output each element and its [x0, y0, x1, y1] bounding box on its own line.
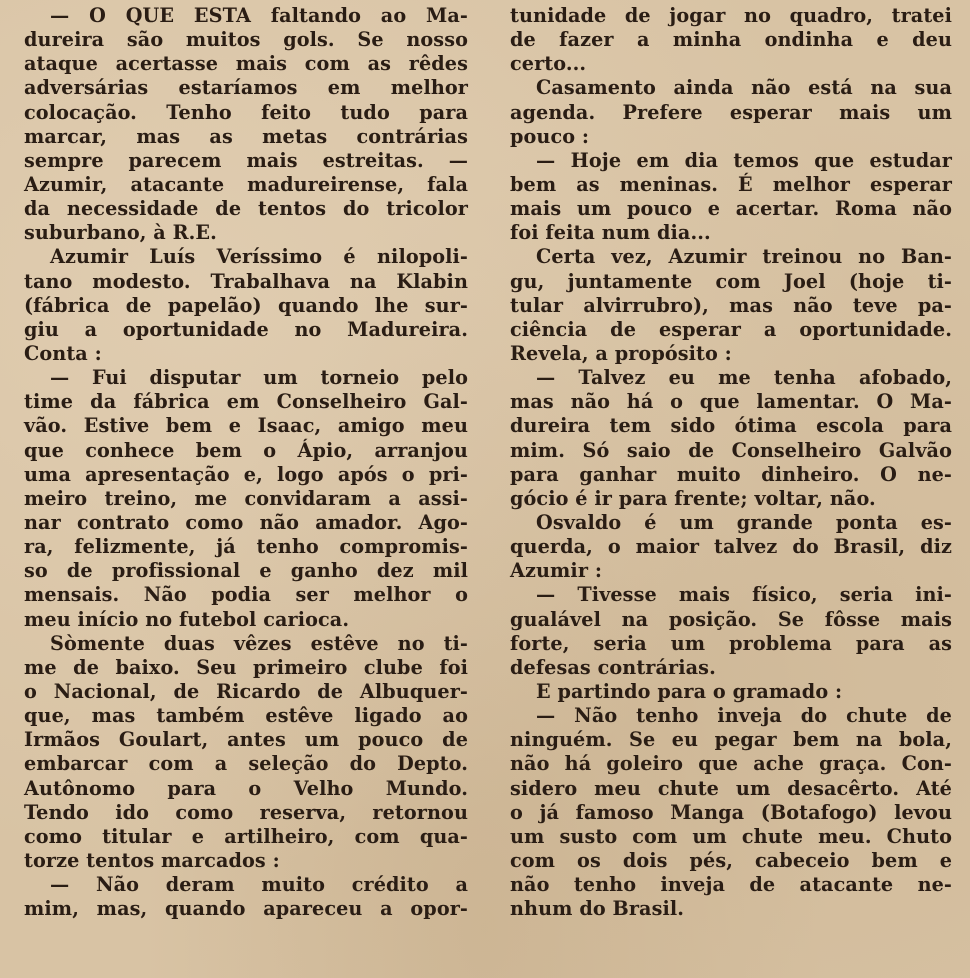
- text-line: querda, o maior talvez do Brasil, diz: [510, 535, 952, 559]
- text-line: vão. Estive bem e Isaac, amigo meu: [24, 414, 468, 438]
- text-line: embarcar com a seleção do Depto.: [24, 752, 468, 776]
- text-line: — Fui disputar um torneio pelo: [50, 366, 468, 390]
- text-line: mensais. Não podia ser melhor o: [24, 583, 468, 607]
- text-line: que, mas também estêve ligado ao: [24, 704, 468, 728]
- text-line: gócio é ir para frente; voltar, não.: [510, 486, 876, 510]
- text-line: Azumir :: [510, 559, 602, 583]
- text-line: ciência de esperar a oportunidade.: [510, 317, 952, 341]
- text-line: o Nacional, de Ricardo de Albuquer-: [24, 679, 468, 703]
- text-line: mim. Só saio de Conselheiro Galvão: [510, 438, 952, 462]
- text-line: de fazer a minha ondinha e deu: [510, 28, 952, 52]
- text-line: um susto com um chute meu. Chuto: [510, 824, 952, 848]
- text-line: com os dois pés, cabeceio bem e: [510, 848, 952, 872]
- text-line: E partindo para o gramado :: [536, 679, 843, 703]
- text-line: sempre parecem mais estreitas. —: [24, 148, 468, 172]
- text-line: Azumir, atacante madureirense, fala: [24, 172, 468, 196]
- text-line: Tendo ido como reserva, retornou: [24, 800, 468, 824]
- text-line: mim, mas, quando apareceu a opor-: [24, 897, 468, 921]
- text-line: (fábrica de papelão) quando lhe sur-: [24, 293, 468, 317]
- text-line: dureira tem sido ótima escola para: [510, 414, 952, 438]
- text-line: pouco :: [510, 124, 590, 148]
- text-line: mais um pouco e acertar. Roma não: [510, 197, 952, 221]
- text-line: foi feita num dia...: [510, 221, 711, 245]
- text-line: meu início no futebol carioca.: [24, 607, 350, 631]
- text-line: Autônomo para o Velho Mundo.: [24, 776, 468, 800]
- text-line: o já famoso Manga (Botafogo) levou: [510, 800, 952, 824]
- text-line: Irmãos Goulart, antes um pouco de: [24, 728, 468, 752]
- text-line: que conhece bem o Ápio, arranjou: [24, 438, 468, 462]
- text-line: — Não deram muito crédito a: [50, 873, 468, 897]
- text-line: uma apresentação e, logo após o pri-: [24, 462, 468, 486]
- text-line: suburbano, à R.E.: [24, 221, 217, 245]
- text-line: bem as meninas. É melhor esperar: [510, 172, 952, 196]
- text-line: adversárias estaríamos em melhor: [24, 76, 468, 100]
- text-line: — Hoje em dia temos que estudar: [536, 148, 952, 172]
- text-line: gualável na posição. Se fôsse mais: [510, 607, 952, 631]
- text-line: certo...: [510, 52, 587, 76]
- text-line: Revela, a propósito :: [510, 341, 732, 365]
- text-line: colocação. Tenho feito tudo para: [24, 100, 468, 124]
- text-line: marcar, mas as metas contrárias: [24, 124, 468, 148]
- text-line: meiro treino, me convidaram a assi-: [24, 486, 468, 510]
- text-line: forte, seria um problema para as: [510, 631, 952, 655]
- text-line: não há goleiro que ache graça. Con-: [510, 752, 952, 776]
- text-line: Casamento ainda não está na sua: [536, 76, 952, 100]
- text-line: Osvaldo é um grande ponta es-: [536, 510, 952, 534]
- text-line: Conta :: [24, 341, 102, 365]
- text-line: agenda. Prefere esperar mais um: [510, 100, 952, 124]
- text-line: tular alvirrubro), mas não teve pa-: [510, 293, 952, 317]
- text-line: — O QUE ESTA faltando ao Ma-: [50, 4, 468, 27]
- text-line: time da fábrica em Conselheiro Gal-: [24, 390, 468, 414]
- article-column-right: [510, 4, 952, 921]
- text-line: — Não tenho inveja do chute de: [536, 704, 952, 728]
- text-line: mas não há o que lamentar. O Ma-: [510, 390, 952, 414]
- text-line: so de profissional e ganho dez mil: [24, 559, 468, 583]
- text-line: tano modesto. Trabalhava na Klabin: [24, 269, 468, 293]
- text-line: defesas contrárias.: [510, 655, 716, 679]
- text-line: me de baixo. Seu primeiro clube foi: [24, 655, 468, 679]
- text-line: Certa vez, Azumir treinou no Ban-: [536, 245, 952, 269]
- text-line: não tenho inveja de atacante ne-: [510, 873, 952, 897]
- text-line: — Talvez eu me tenha afobado,: [536, 366, 952, 390]
- text-line: para ganhar muito dinheiro. O ne-: [510, 462, 952, 486]
- text-line: Sòmente duas vêzes estêve no ti-: [50, 631, 468, 655]
- text-line: gu, juntamente com Joel (hoje ti-: [510, 269, 952, 293]
- text-line: nhum do Brasil.: [510, 897, 685, 921]
- text-line: sidero meu chute um desacêrto. Até: [510, 776, 952, 800]
- article-column-left: [24, 4, 468, 921]
- text-line: — Tivesse mais físico, seria ini-: [536, 583, 952, 607]
- text-line: torze tentos marcados :: [24, 848, 280, 872]
- text-line: ninguém. Se eu pegar bem na bola,: [510, 728, 952, 752]
- text-line: tunidade de jogar no quadro, tratei: [510, 4, 952, 27]
- text-line: ataque acertasse mais com as rêdes: [24, 52, 468, 76]
- text-line: ra, felizmente, já tenho compromis-: [24, 535, 468, 559]
- text-line: como titular e artilheiro, com qua-: [24, 824, 468, 848]
- text-line: giu a oportunidade no Madureira.: [24, 317, 468, 341]
- text-line: nar contrato como não amador. Ago-: [24, 510, 468, 534]
- text-line: Azumir Luís Veríssimo é nilopoli-: [50, 245, 468, 269]
- text-line: da necessidade de tentos do tricolor: [24, 197, 468, 221]
- text-line: dureira são muitos gols. Se nosso: [24, 28, 468, 52]
